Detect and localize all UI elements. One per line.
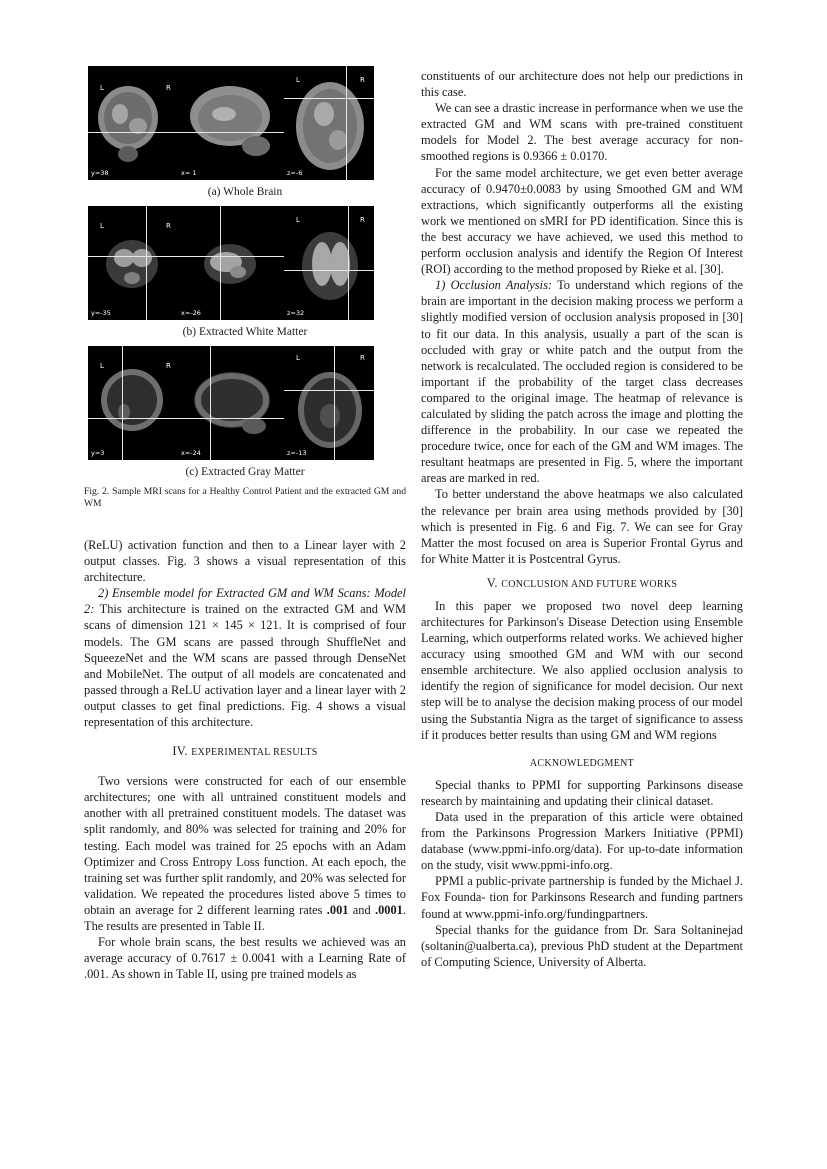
- crosshair-vertical: [334, 346, 335, 460]
- axial-slice: [284, 66, 374, 180]
- paragraph: In this paper we proposed two novel deep learning architectures for Parkinson's Disease Detection using Ensemble Learning, which outperforms related works. We achieved higher accuracy using smoothed GM and WM with our second ensemble architecture. We also applied occlusion analysis to identify the region of significance for model decision. Our next step will be to analyse the decision making process of our model using the Substantia Nigra as the target of significance to assess if it produces better results than using GM and WM regions: [421, 598, 743, 742]
- sagittal-slice: [178, 66, 284, 180]
- right-marker: R: [166, 222, 171, 230]
- brain-sagittal-image: [178, 346, 284, 460]
- crosshair-horizontal: [284, 270, 374, 271]
- left-marker: L: [296, 354, 300, 362]
- crosshair-horizontal: [178, 256, 284, 257]
- left-marker: L: [296, 76, 300, 84]
- crosshair-vertical: [210, 346, 211, 460]
- coronal-slice: [88, 206, 178, 320]
- subsection-heading: 2) Ensemble model for Extracted GM and WM Scans: Model 2:: [84, 586, 406, 617]
- sagittal-slice: [178, 346, 284, 460]
- subsection-heading: 1) Occlusion Analysis:: [435, 278, 553, 293]
- right-marker: R: [166, 362, 171, 370]
- slice-coordinate: x=-24: [181, 449, 201, 457]
- coronal-slice: [88, 66, 178, 180]
- right-marker: R: [360, 354, 365, 362]
- paragraph-experiments: Two versions were constructed for each of our ensemble architectures; one with all untrained constituent models and another with all pretrained constituent models. The dataset was split randomly, and 80% was selected for training and 20% for testing. Each model was trained for 25 epochs with an Adam Optimizer and Cross Entropy Loss function. At each epoch, the training set was further split randomly, and 20% was selected for validation. We repeated the procedures listed above 5 times to obtain an average for 2 different learning rates .001 and .0001. The results are presented in Table II.: [84, 774, 406, 933]
- right-marker: R: [360, 76, 365, 84]
- slice-coordinate: y=-35: [91, 309, 111, 317]
- mri-panel-gray-matter: [88, 346, 374, 460]
- slice-coordinate: y=38: [91, 169, 109, 177]
- paragraph-occlusion-analysis: [421, 277, 743, 486]
- slice-coordinate: z=-13: [287, 449, 307, 457]
- mri-panel-white-matter: [88, 206, 374, 320]
- section-heading-acknowledgment: [421, 755, 743, 770]
- slice-coordinate: y=3: [91, 449, 105, 457]
- brain-sagittal-image: [178, 66, 284, 180]
- paragraph: We can see a drastic increase in performance when we use the extracted GM and WM scans with pre-trained constituent models for Model 2. The best average accuracy for non-smoothed regions is 0.9366 ± 0.0170.: [421, 101, 743, 164]
- axial-slice: [284, 346, 374, 460]
- paragraph: (ReLU) activation function and then to a Linear layer with 2 output classes. Fig. 3 shows a visual representation of this architecture.: [84, 538, 406, 585]
- slice-coordinate: z=32: [287, 309, 305, 317]
- brain-sagittal-image: [178, 206, 284, 320]
- section-number: IV.: [172, 744, 188, 759]
- section-title: CONCLUSION AND FUTURE WORKS: [501, 578, 678, 590]
- section-title: EXPERIMENTAL RESULTS: [191, 747, 318, 759]
- left-column: [84, 66, 406, 982]
- section-heading-experimental-results: [84, 744, 406, 759]
- paragraph: PPMI a public-private partnership is funded by the Michael J. Fox Founda- tion for Parkinsons Research and funding partners found at www.ppmi-info.org/fundingpartners.: [421, 874, 743, 921]
- mri-panel-whole-brain: [88, 66, 374, 180]
- section-heading-conclusion: [421, 576, 743, 591]
- crosshair-horizontal: [284, 390, 374, 391]
- crosshair-horizontal: [284, 98, 374, 99]
- figure-2: [84, 66, 406, 509]
- figure-caption: Fig. 2. Sample MRI scans for a Healthy Control Patient and the extracted GM and WM: [84, 486, 406, 509]
- section-number: V.: [486, 575, 498, 590]
- left-marker: L: [100, 362, 104, 370]
- paragraph: Special thanks for the guidance from Dr. Sara Soltaninejad (soltanin@ualberta.ca), previous PhD student at the Department of Computing Science, University of Alberta.: [421, 922, 743, 969]
- section-title: ACKNOWLEDGMENT: [529, 757, 635, 769]
- left-marker: L: [100, 222, 104, 230]
- paragraph: To better understand the above heatmaps we also calculated the relevance per brain area using methods provided by [30] which is presented in Fig. 6 and Fig. 7. We can see for Gray Matter the most focused on area is Superior Frontal Gyrus and for White Matter it is Postcentral Gyrus.: [421, 487, 743, 566]
- paragraph-text: To understand which regions of the brain are important in the decision making process we perform a slightly modified version of occlusion analysis proposed in [30] to fit our data. In this analysis, usually a part of the scan is occluded with gray or white patch and the output from the network is recalculated. The occluded region is considered to be important if the probability of the target class decreases compared to the original image. The heatmap of relevance is calculated by sliding the patch across the image and plotting the difference in the probability. In our case we repeated the procedure twice, once for each of the GM and WM images. The resultant heatmaps are presented in Fig. 5, where the important areas are marked in red.: [421, 278, 743, 486]
- crosshair-vertical: [146, 206, 147, 320]
- paragraph-model-2: [84, 585, 406, 730]
- left-marker: L: [100, 84, 104, 92]
- crosshair-vertical: [220, 206, 221, 320]
- crosshair-horizontal: [88, 418, 178, 419]
- crosshair-horizontal: [178, 418, 284, 419]
- slice-coordinate: x= 1: [181, 169, 197, 177]
- crosshair-horizontal: [88, 132, 178, 133]
- paragraph-text: This architecture is trained on the extracted GM and WM scans of dimension 121 × 145 × 121. It is comprised of four models. The GM scans are passed through ShuffleNet and SqueezeNet and the WM scans are passed through DenseNet and MobileNet. The output of all models are concatenated and passed through a ReLU activation layer and a linear layer with 2 output classes to get final predictions. Fig. 4 shows a visual representation of this architecture.: [84, 602, 406, 730]
- coronal-slice: [88, 346, 178, 460]
- right-column: [421, 68, 743, 970]
- subfigure-caption-c: (c) Extracted Gray Matter: [185, 466, 305, 478]
- brain-axial-image: [284, 346, 374, 460]
- crosshair-horizontal: [178, 132, 284, 133]
- right-marker: R: [360, 216, 365, 224]
- paragraph: Data used in the preparation of this article were obtained from the Parkinsons Progression Markers Initiative (PPMI) database (www.ppmi-info.org/data). For up-to-date information on the study, visit www.ppmi-info.org.: [421, 809, 743, 873]
- paragraph: For the same model architecture, we get even better average accuracy of 0.9470±0.0083 by using Smoothed GM and WM extractions, which significantly outperforms all the existing work we mentioned on sMRI for PD identification. Since this is the best accuracy we have achieved, we used this method to perform occlusion analysis and identify the Region Of Interest (ROI) according to the method proposed by Rieke et al. [30].: [421, 165, 743, 277]
- subfigure-caption-b: (b) Extracted White Matter: [182, 326, 308, 338]
- subfigure-caption-a: (a) Whole Brain: [207, 186, 283, 198]
- left-marker: L: [296, 216, 300, 224]
- paragraph: Special thanks to PPMI for supporting Parkinsons disease research by maintaining and updating their clinical dataset.: [421, 777, 743, 808]
- crosshair-vertical: [122, 346, 123, 460]
- sagittal-slice: [178, 206, 284, 320]
- axial-slice: [284, 206, 374, 320]
- slice-coordinate: z=-6: [287, 169, 303, 177]
- right-marker: R: [166, 84, 171, 92]
- crosshair-horizontal: [88, 256, 178, 257]
- paragraph: constituents of our architecture does not help our predictions in this case.: [421, 69, 743, 100]
- paragraph-whole-brain-results: For whole brain scans, the best results we achieved was an average accuracy of 0.7617 ± 0.0041 with a Learning Rate of .001. As shown in Table II, using pre trained models as: [84, 935, 406, 982]
- slice-coordinate: x=-26: [181, 309, 201, 317]
- crosshair-vertical: [346, 66, 347, 180]
- crosshair-vertical: [348, 206, 349, 320]
